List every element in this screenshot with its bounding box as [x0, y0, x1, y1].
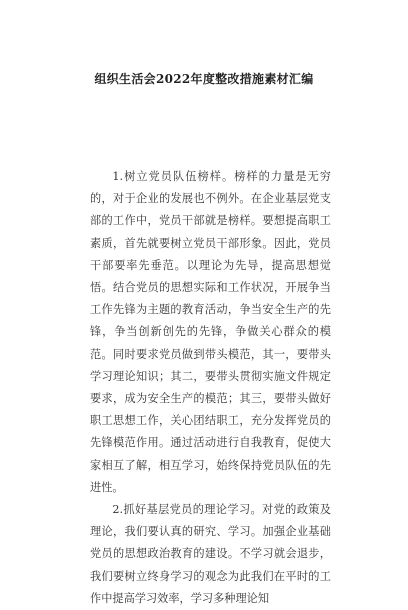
- document-title: 组织生活会2022年度整改措施素材汇编: [94, 72, 314, 86]
- paragraph-1: 1.树立党员队伍榜样。榜样的力量是无穷的，对于企业的发展也不例外。在企业基层党支部的工作中，党员干部就是榜样。要想提高职工素质，首先就要树立党员干部形象。因此，党员干部要率先垂范。以理论为先导，提高思想觉悟。结合党员的思想实际和工作状况，开展争当工作先锋为主题的教育活动，争当安全生产的先锋，争当创新创先的先锋，争做关心群众的模范。同时要求党员做到带头模范，其一，要带头学习理论知识；其二，要带头贯彻实施文件规定要求，成为安全生产的模范；其三，要带头做好职工思想工作，关心团结职工，充分发挥党员的先锋模范作用。通过活动进行自我教育，促使大家相互了解，相互学习，始终保持党员队伍的先进性。: [90, 170, 331, 494]
- document-body: [90, 166, 331, 610]
- paragraph-2: 2.抓好基层党员的理论学习。对党的政策及理论，我们要认真的研究、学习。加强企业基础党员的思想政治教育的建设。不学习就会退步，我们要树立终身学习的观念为此我们在平时的工作中提高学习效率，学习多种理论知: [90, 503, 331, 605]
